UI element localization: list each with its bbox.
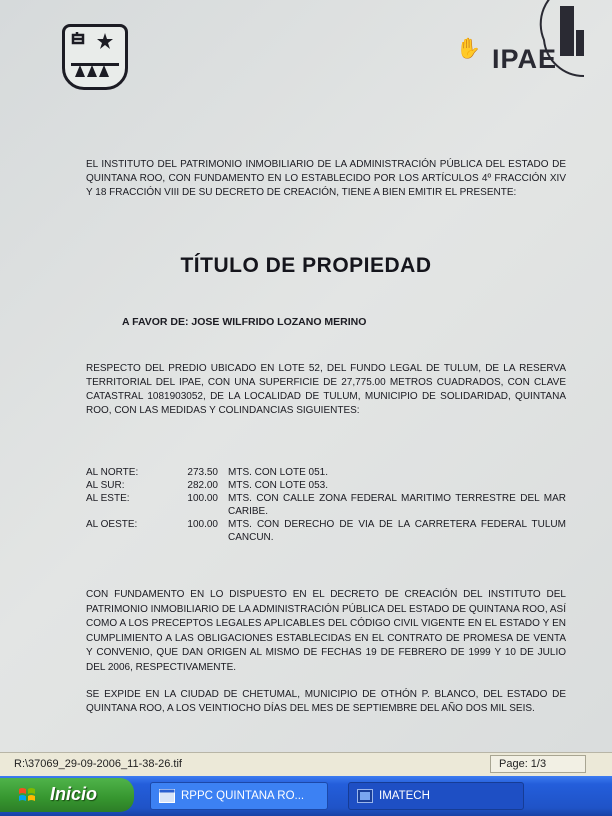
boundary-direction: AL SUR: bbox=[86, 480, 125, 491]
taskbar-item-label: RPPC QUINTANA RO... bbox=[181, 790, 305, 802]
boundary-direction: AL NORTE: bbox=[86, 467, 139, 478]
windows-flag-icon bbox=[18, 787, 36, 803]
boundary-row bbox=[86, 492, 566, 518]
window-app-icon bbox=[159, 789, 175, 803]
status-bar bbox=[0, 752, 612, 777]
intro-paragraph: EL INSTITUTO DEL PATRIMONIO INMOBILIARIO DE LA ADMINISTRACIÓN PÚBLICA DEL ESTADO DE QUINTANA ROO, CON FUNDAMENTO EN LO ESTABLECIDO POR LOS ARTÍCULOS 4º FRACCIÓN XIV Y 18 FRACCIÓN VIII DE SU DECRETO DE CREACIÓN, TIENE A BIEN EMITIR EL PRESENTE: bbox=[86, 159, 566, 198]
state-seal-logo bbox=[62, 24, 128, 90]
taskbar bbox=[0, 776, 612, 816]
boundary-value: 100.00 bbox=[187, 493, 218, 504]
start-label: Inicio bbox=[50, 784, 98, 804]
boundary-row bbox=[86, 479, 566, 492]
boundary-value: 282.00 bbox=[187, 480, 218, 491]
taskbar-item-label: IMATECH bbox=[379, 790, 430, 802]
boundary-description: MTS. CON LOTE 051. bbox=[228, 467, 329, 478]
document-title: TÍTULO DE PROPIEDAD bbox=[180, 254, 432, 277]
boundary-description: MTS. CON DERECHO DE VIA DE LA CARRETERA FEDERAL TULUM CANCUN. bbox=[228, 519, 566, 543]
property-paragraph: RESPECTO DEL PREDIO UBICADO EN LOTE 52, DEL FUNDO LEGAL DE TULUM, DE LA RESERVA TERRITORIAL DEL IPAE, CON UNA SUPERFICIE DE 27,775.00 METROS CUADRADOS, CON CLAVE CATASTRAL 1081903052, DE LA LOCALIDAD DE TULUM, MUNICIPIO DE SOLIDARIDAD, QUINTANA ROO, CON LAS MEDIDAS Y COLINDANCIAS SIGUIENTES: bbox=[86, 363, 566, 416]
legal-paragraph: CON FUNDAMENTO EN LO DISPUESTO EN EL DECRETO DE CREACIÓN DEL INSTITUTO DEL PATRIMONIO INMOBILIARIO DE LA ADMINISTRACIÓN PÚBLICA DEL ESTADO DE QUINTANA ROO, ASÍ COMO A LOS PRECEPTOS LEGALES APLICABLES DEL CÓDIGO CIVIL VIGENTE EN EL ESTADO Y EN CUMPLIMIENTO A LAS OBLIGACIONES ESTABLECIDAS EN EL CONTRATO DE PROMESA DE VENTA Y CONVENIO, QUE DAN ORIGEN AL MISMO DE FECHAS 19 DE FEBRERO DE 1999 Y 10 DE JULIO DEL 2006, RESPECTIVAMENTE. bbox=[86, 589, 566, 673]
boundary-row bbox=[86, 518, 566, 544]
hand-cursor-icon: ✋ bbox=[456, 38, 481, 60]
ipae-logo: IPAE bbox=[492, 44, 558, 74]
boundary-row bbox=[86, 466, 566, 479]
page-indicator-label: Page: 1/3 bbox=[499, 758, 547, 770]
closing-paragraph: SE EXPIDE EN LA CIUDAD DE CHETUMAL, MUNICIPIO DE OTHÓN P. BLANCO, DEL ESTADO DE QUINTANA ROO, A LOS VEINTIOCHO DÍAS DEL MES DE SEPTIEMBRE DEL AÑO DOS MIL SEIS. bbox=[86, 689, 566, 714]
boundary-value: 273.50 bbox=[187, 467, 218, 478]
beneficiary-line: A FAVOR DE: JOSE WILFRIDO LOZANO MERINO bbox=[122, 316, 367, 328]
boundary-description: MTS. CON CALLE ZONA FEDERAL MARITIMO TERRESTRE DEL MAR CARIBE. bbox=[228, 493, 566, 517]
taskbar-item-rppc[interactable] bbox=[150, 782, 328, 810]
boundary-direction: AL ESTE: bbox=[86, 493, 130, 504]
file-path: R:\37069_29-09-2006_11-38-26.tif bbox=[14, 758, 182, 770]
boundary-direction: AL OESTE: bbox=[86, 519, 138, 530]
boundaries-table bbox=[86, 466, 566, 544]
boundary-description: MTS. CON LOTE 053. bbox=[228, 480, 329, 491]
taskbar-item-imatech[interactable] bbox=[348, 782, 524, 810]
imatech-app-icon bbox=[357, 789, 373, 803]
boundary-value: 100.00 bbox=[187, 519, 218, 530]
start-button[interactable] bbox=[0, 778, 134, 812]
page-indicator bbox=[490, 755, 586, 773]
